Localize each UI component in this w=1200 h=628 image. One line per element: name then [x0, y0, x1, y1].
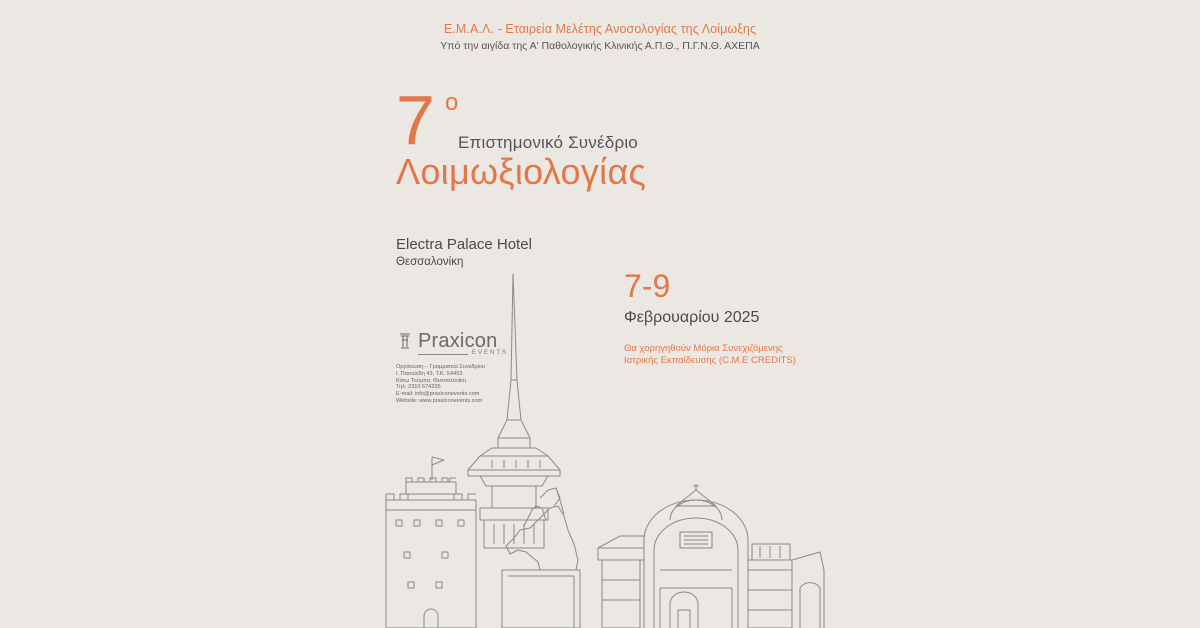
congress-title-line1: Επιστημονικό Συνέδριο — [458, 133, 638, 152]
cme-credits-line2: Ιατρικής Εκπαίδευσης (C.M.E CREDITS) — [624, 355, 796, 366]
venue-name: Electra Palace Hotel — [396, 236, 532, 253]
contact-website: Website: www.praxiconevents.com — [396, 397, 483, 404]
cme-credits-line1: Θα χορηγηθούν Μόρια Συνεχιζόμενης — [624, 343, 783, 354]
alexander-statue-illustration — [502, 488, 580, 628]
white-tower-illustration — [386, 457, 476, 628]
tv-tower-illustration — [468, 274, 560, 548]
congress-title-line2: Λοιμωξιολογίας — [396, 151, 647, 192]
auspices-line: Υπό την αιγίδα της Α' Παθολογικής Κλινικής Α.Π.Θ., Π.Γ.Ν.Θ. ΑΧΕΠΑ — [440, 40, 760, 52]
contact-line: Τηλ: 2310 674295 — [396, 384, 441, 391]
venue-city: Θεσσαλονίκη — [396, 256, 464, 268]
contact-line: Οργάνωση – Γραμματεία Συνεδρίου — [396, 364, 485, 370]
praxicon-logo-sub: EVENTS — [472, 350, 509, 356]
event-month-year: Φεβρουαρίου 2025 — [624, 309, 760, 326]
event-dates: 7-9 — [624, 268, 671, 304]
contact-email: E-mail: info@praxiconevents.com — [396, 391, 480, 398]
edition-ordinal: ο — [445, 89, 459, 116]
organization-name: Ε.Μ.Α.Λ. - Εταιρεία Μελέτης Ανοσολογίας της Λοίμωξης — [443, 22, 757, 36]
praxicon-logo-text: Praxicon — [418, 330, 498, 352]
edition-number: 7 — [396, 81, 435, 159]
contact-line: Ι. Πασαλίδη 43, Τ.Κ. 54453 — [396, 370, 463, 377]
rotunda-illustration — [598, 484, 824, 628]
thessaloniki-landmarks-illustration — [380, 270, 840, 628]
contact-line: Κάτω Τούμπα, Θεσσαλονίκη — [396, 377, 466, 384]
